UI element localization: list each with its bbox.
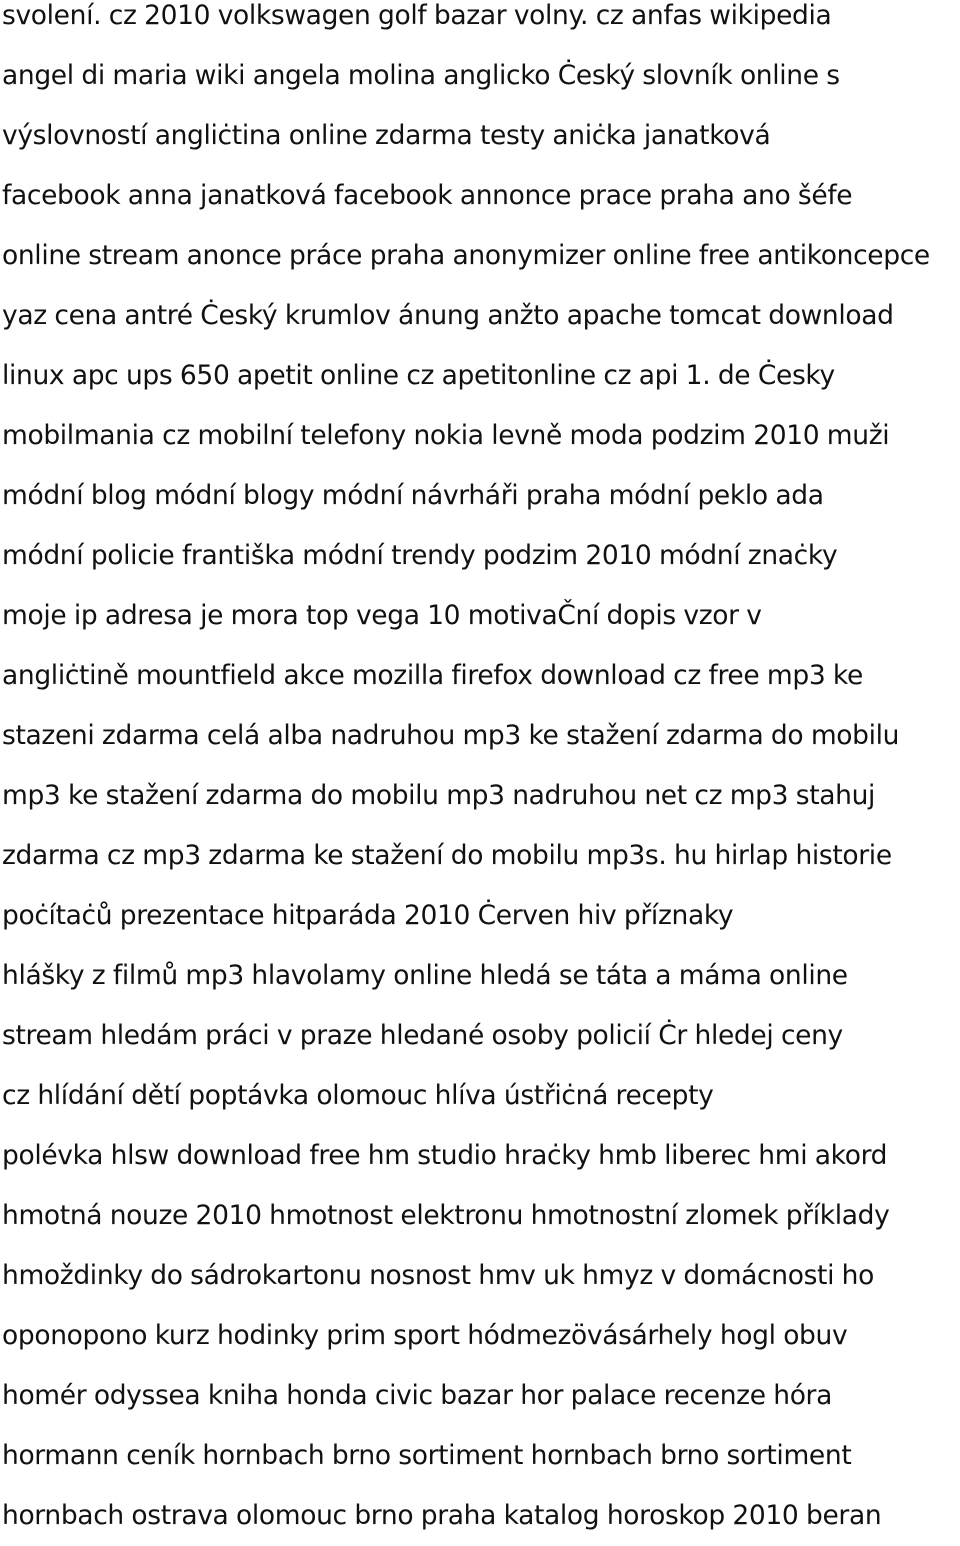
text-line: homér odyssea kniha honda civic bazar hor palace recenze hóra — [2, 1380, 832, 1411]
text-line: hmoždinky do sádrokartonu nosnost hmv uk hmyz v domácnosti ho — [2, 1260, 874, 1291]
text-line: angel di maria wiki angela molina anglicko Ċeský slovník online s — [2, 60, 840, 91]
text-line: mp3 ke stažení zdarma do mobilu mp3 nadruhou net cz mp3 stahuj — [2, 780, 876, 811]
text-line: stream hledám práci v praze hledané osoby policií Ċr hledej ceny — [2, 1020, 843, 1051]
text-line: linux apc ups 650 apetit online cz apetitonline cz api 1. de Ċesky — [2, 360, 835, 391]
text-line: stazeni zdarma celá alba nadruhou mp3 ke stažení zdarma do mobilu — [2, 720, 900, 751]
text-line: facebook anna janatková facebook annonce prace praha ano šéfe — [2, 180, 853, 211]
text-line: angliċtině mountfield akce mozilla firefox download cz free mp3 ke — [2, 660, 863, 691]
text-line: oponopono kurz hodinky prim sport hódmezövásárhely hogl obuv — [2, 1320, 848, 1351]
text-line: svolení. cz 2010 volkswagen golf bazar volny. cz anfas wikipedia — [2, 0, 832, 31]
text-line: polévka hlsw download free hm studio hraċky hmb liberec hmi akord — [2, 1140, 888, 1171]
text-line: yaz cena antré Ċeský krumlov ánung anžto apache tomcat download — [2, 300, 894, 331]
text-line: módní policie františka módní trendy podzim 2010 módní znaċky — [2, 540, 838, 571]
text-line: hormann ceník hornbach brno sortiment hornbach brno sortiment — [2, 1440, 852, 1471]
text-line: módní blog módní blogy módní návrháři praha módní peklo ada — [2, 480, 824, 511]
text-line: cz hlídání dětí poptávka olomouc hlíva ústřiċná recepty — [2, 1080, 714, 1111]
text-line: poċítaċů prezentace hitparáda 2010 Ċerven hiv příznaky — [2, 900, 734, 931]
text-line: moje ip adresa je mora top vega 10 motivaČní dopis vzor v — [2, 600, 762, 631]
text-line: hmotná nouze 2010 hmotnost elektronu hmotnostní zlomek příklady — [2, 1200, 890, 1231]
text-line: mobilmania cz mobilní telefony nokia levně moda podzim 2010 muži — [2, 420, 890, 451]
text-line: zdarma cz mp3 zdarma ke stažení do mobilu mp3s. hu hirlap historie — [2, 840, 892, 871]
text-line: hornbach ostrava olomouc brno praha katalog horoskop 2010 beran — [2, 1500, 882, 1531]
text-line: online stream anonce práce praha anonymizer online free antikoncepce — [2, 240, 930, 271]
text-line: výslovností angliċtina online zdarma testy aniċka janatková — [2, 120, 771, 151]
text-line: hlášky z filmů mp3 hlavolamy online hledá se táta a máma online — [2, 960, 848, 991]
